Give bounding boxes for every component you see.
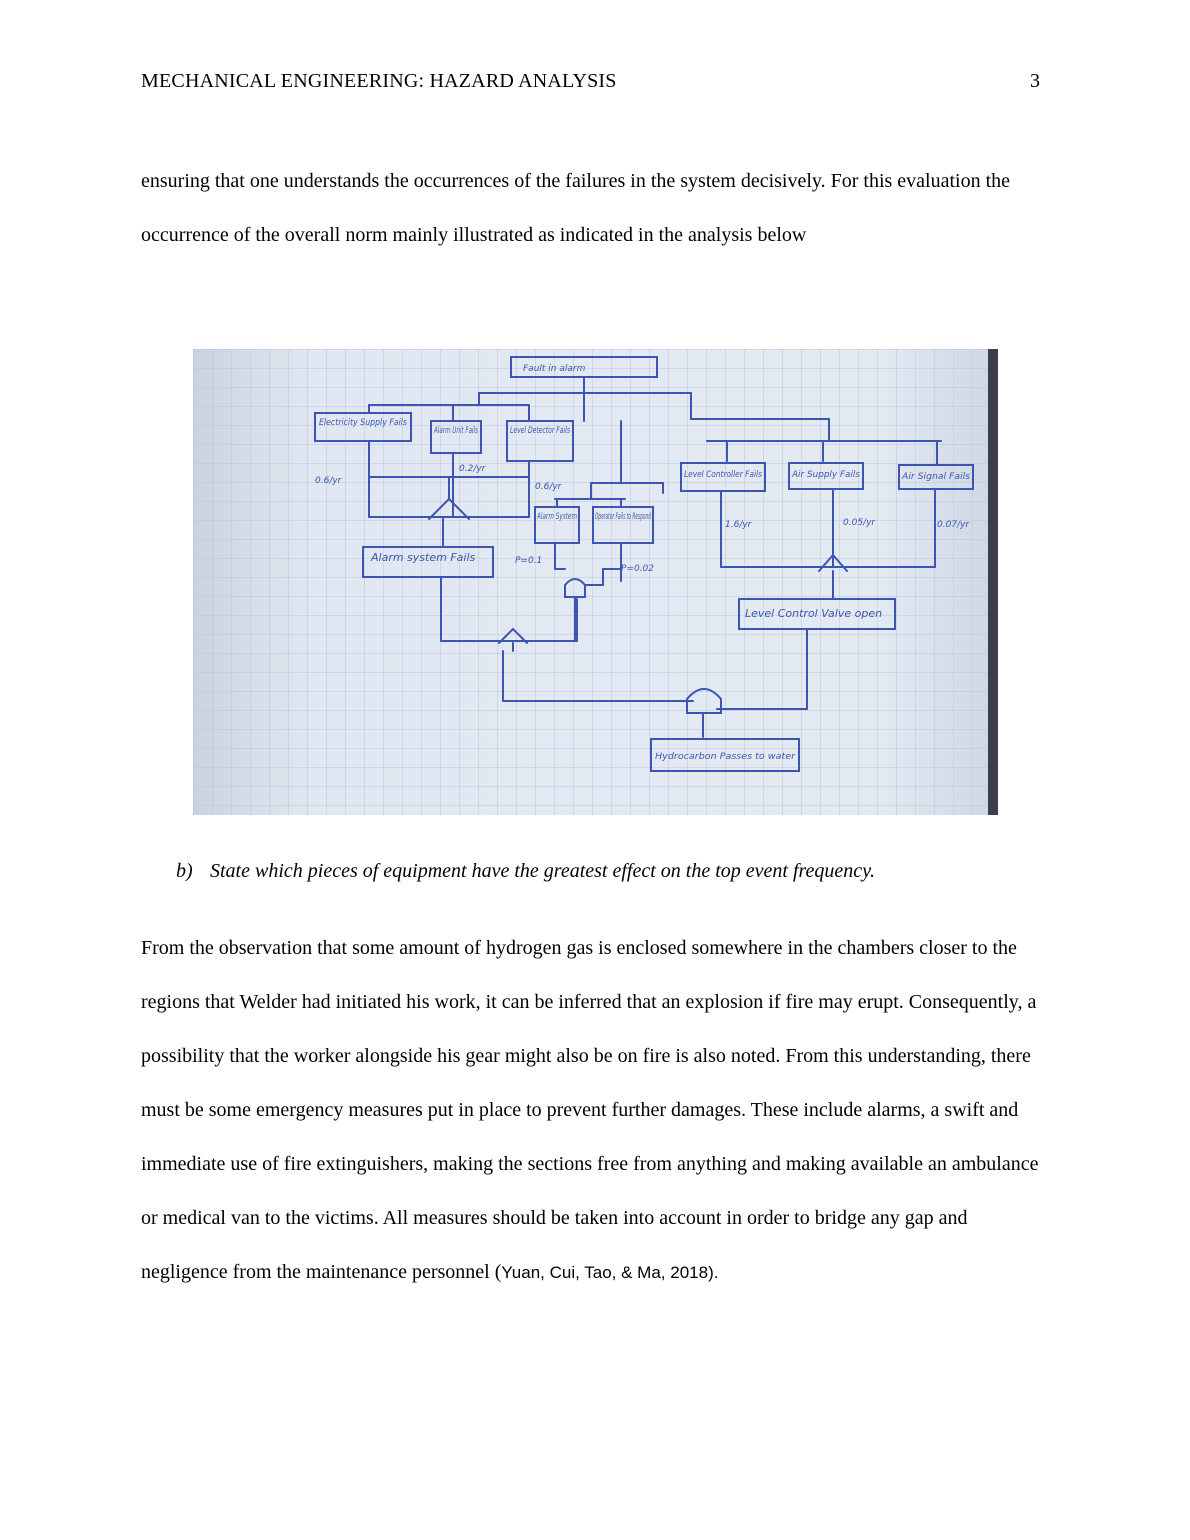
fault-tree-drawing <box>193 349 998 815</box>
label-alarm-sys-small: Alarm System <box>536 512 578 522</box>
question-marker: b) <box>176 860 193 882</box>
value-operator-prob: P=0.02 <box>621 564 655 574</box>
value-alarm-unit-rate: 0.2/yr <box>459 464 486 474</box>
label-detector: Level Detector Fails <box>510 426 571 436</box>
running-head-title: MECHANICAL ENGINEERING: HAZARD ANALYSIS <box>141 70 617 92</box>
value-air-signal-rate: 0.07/yr <box>937 520 970 530</box>
paragraph-2-text: From the observation that some amount of hydrogen gas is enclosed somewhere in the chambers closer to the regions that Welder had initiated his work, it can be inferred that an explosion if fire may erupt. Consequently, a possibility that the worker alongside his gear might also be on fire is also noted. From this understanding, there must be some emergency measures put in place to prevent further damages. These include alarms, a swift and immediate use of fire extinguishers, making the sections free from anything and making available an ambulance or medical van to the victims. All measures should be taken into account in order to bridge any gap and negligence from the maintenance personnel ( <box>141 937 1039 1283</box>
value-electricity-rate: 0.6/yr <box>315 476 342 486</box>
label-alarm-system: Alarm system Fails <box>371 551 476 564</box>
label-air-signal: Air Signal Fails <box>900 472 971 482</box>
page-number: 3 <box>1030 70 1040 92</box>
label-hydrocarbon: Hydrocarbon Passes to water <box>655 752 797 762</box>
value-alarm-prob: P=0.1 <box>515 556 543 566</box>
grid-pattern <box>193 349 998 815</box>
fault-tree-figure <box>193 349 998 815</box>
page-edge <box>988 349 998 815</box>
value-detector-rate: 0.6/yr <box>535 482 562 492</box>
question-text: State which pieces of equipment have the greatest effect on the top event frequency. <box>210 860 875 882</box>
citation: Yuan, Cui, Tao, & Ma, 2018). <box>501 1263 719 1282</box>
label-operator: Operator Fails to Respond <box>595 512 652 522</box>
body-paragraph-2 <box>141 921 1051 1300</box>
label-air-supply: Air Supply Fails <box>791 470 861 480</box>
value-air-supply-rate: 0.05/yr <box>843 518 876 528</box>
label-electricity: Electricity Supply Fails <box>319 418 408 428</box>
label-top-event: Fault in alarm <box>523 364 586 374</box>
label-alarm-unit: Alarm Unit Fails <box>433 426 479 436</box>
label-level-controller: Level Controller Fails <box>684 470 763 480</box>
running-header <box>141 70 1040 98</box>
value-controller-rate: 1.6/yr <box>725 520 752 530</box>
question-b <box>176 860 875 883</box>
body-paragraph-1: ensuring that one understands the occurrences of the failures in the system decisively. For this evaluation the occurrence of the overall norm mainly illustrated as indicated in the analysis below <box>141 170 1011 246</box>
label-valve-open: Level Control Valve open <box>745 607 883 620</box>
